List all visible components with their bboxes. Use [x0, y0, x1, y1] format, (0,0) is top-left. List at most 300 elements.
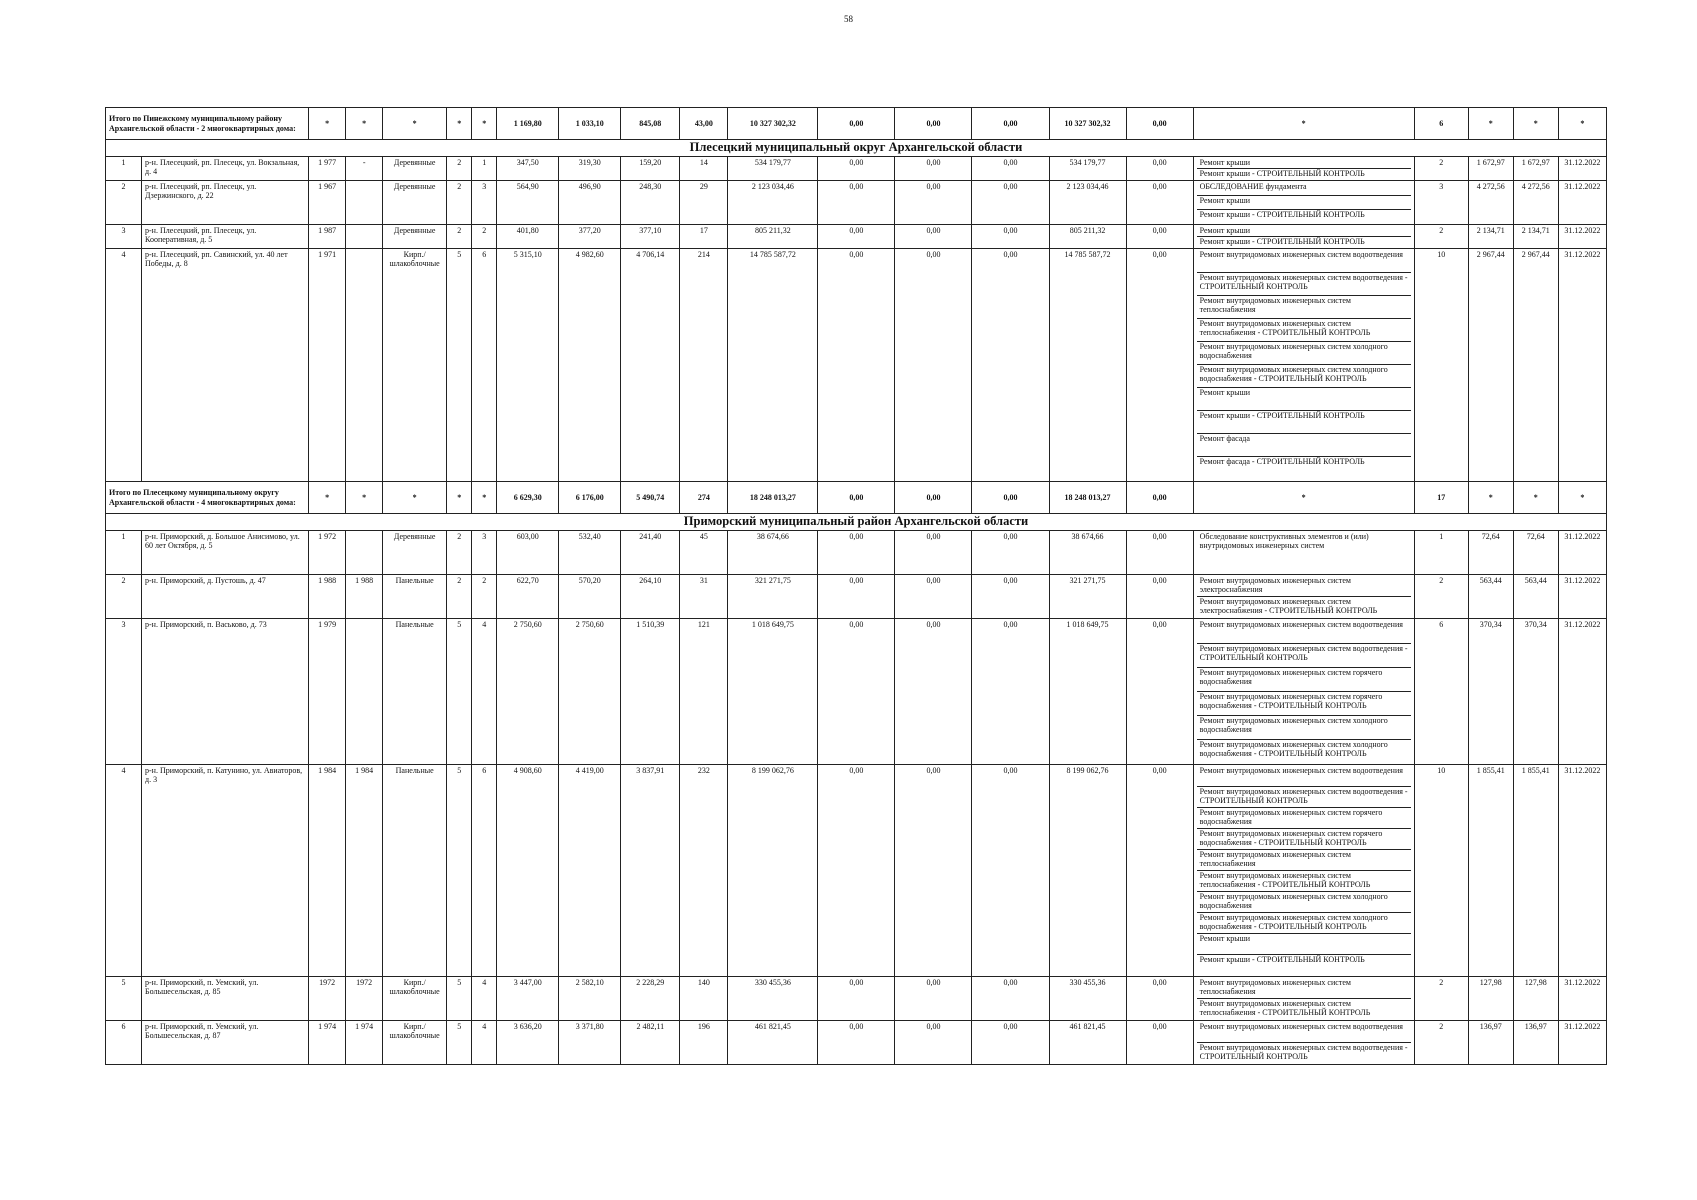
fund-owners-cell: 534 179,77 — [1049, 157, 1126, 181]
floors-cell: 2 — [447, 575, 472, 619]
fund-other-cell: 0,00 — [1126, 531, 1193, 575]
deadline-cell: 31.12.2022 — [1558, 225, 1606, 249]
table-row — [106, 225, 1607, 249]
total-cell: 18 248 013,27 — [1049, 482, 1126, 514]
entrances-cell: 4 — [472, 619, 497, 765]
floors-cell: 2 — [447, 225, 472, 249]
repair-register-table — [105, 107, 1607, 1065]
fund-owners-cell: 461 821,45 — [1049, 1021, 1126, 1065]
unit-cost-cell: 1 672,97 — [1468, 157, 1513, 181]
wall-material-cell: Панельные — [383, 575, 447, 619]
total-cell: 18 248 013,27 — [728, 482, 818, 514]
works-count-cell: 2 — [1414, 157, 1468, 181]
work-item: Ремонт внутридомовых инженерных систем горячего водоснабжения - СТРОИТЕЛЬНЫЙ КОНТРОЛЬ — [1197, 829, 1411, 850]
year-overhaul-cell — [346, 531, 383, 575]
works-count-cell: 1 — [1414, 531, 1468, 575]
work-item: Ремонт внутридомовых инженерных систем водоотведения — [1197, 1022, 1411, 1043]
works-count-cell: 3 — [1414, 181, 1468, 225]
fund-owners-cell: 330 455,36 — [1049, 977, 1126, 1021]
fund-local-cell: 0,00 — [972, 575, 1049, 619]
unit-cost-cell: 136,97 — [1468, 1021, 1513, 1065]
row-number-cell: 2 — [106, 181, 142, 225]
total-cell: * — [383, 108, 447, 140]
max-cost-cell: 127,98 — [1513, 977, 1558, 1021]
entrances-cell: 3 — [472, 531, 497, 575]
deadline-cell: 31.12.2022 — [1558, 249, 1606, 482]
floors-cell: 2 — [447, 157, 472, 181]
area-total-cell: 3 636,20 — [497, 1021, 559, 1065]
entrances-cell: 6 — [472, 249, 497, 482]
deadline-cell: 31.12.2022 — [1558, 575, 1606, 619]
floors-cell: 5 — [447, 249, 472, 482]
total-cell: * — [1193, 108, 1414, 140]
total-cell: * — [1468, 108, 1513, 140]
floors-cell: 2 — [447, 531, 472, 575]
year-overhaul-cell: 1972 — [346, 977, 383, 1021]
fund-other-cell: 0,00 — [1126, 765, 1193, 977]
row-number-cell: 6 — [106, 1021, 142, 1065]
work-item: Ремонт внутридомовых инженерных систем теплоснабжения — [1197, 978, 1411, 999]
max-cost-cell: 563,44 — [1513, 575, 1558, 619]
address-cell: р-н. Приморский, д. Пустошь, д. 47 — [142, 575, 309, 619]
work-item: Ремонт крыши — [1197, 388, 1411, 411]
fund-federal-cell: 0,00 — [818, 1021, 895, 1065]
area-living-cell: 241,40 — [621, 531, 680, 575]
residents-cell: 45 — [680, 531, 728, 575]
work-item: Обследование конструктивных элементов и (или) внутридомовых инженерных систем — [1199, 532, 1369, 550]
total-cell: * — [1513, 108, 1558, 140]
work-item: Ремонт внутридомовых инженерных систем теплоснабжения - СТРОИТЕЛЬНЫЙ КОНТРОЛЬ — [1197, 871, 1411, 892]
fund-federal-cell: 0,00 — [818, 619, 895, 765]
total-cell: 845,08 — [621, 108, 680, 140]
total-cell: 0,00 — [972, 482, 1049, 514]
year-built-cell: 1 974 — [309, 1021, 346, 1065]
area-living-cell: 3 837,91 — [621, 765, 680, 977]
area-total-cell: 3 447,00 — [497, 977, 559, 1021]
cost-total-cell: 2 123 034,46 — [728, 181, 818, 225]
work-item: Ремонт внутридомовых инженерных систем теплоснабжения - СТРОИТЕЛЬНЫЙ КОНТРОЛЬ — [1199, 999, 1371, 1017]
fund-regional-cell: 0,00 — [895, 1021, 972, 1065]
fund-other-cell: 0,00 — [1126, 619, 1193, 765]
work-item: Ремонт внутридомовых инженерных систем теплоснабжения - СТРОИТЕЛЬНЫЙ КОНТРОЛЬ — [1197, 319, 1411, 342]
total-cell: * — [309, 482, 346, 514]
work-item: Ремонт внутридомовых инженерных систем теплоснабжения — [1197, 296, 1411, 319]
fund-local-cell: 0,00 — [972, 157, 1049, 181]
unit-cost-cell: 2 967,44 — [1468, 249, 1513, 482]
year-built-cell: 1 967 — [309, 181, 346, 225]
row-number-cell: 2 — [106, 575, 142, 619]
work-item: Ремонт крыши - СТРОИТЕЛЬНЫЙ КОНТРОЛЬ — [1199, 237, 1365, 246]
residents-cell: 140 — [680, 977, 728, 1021]
total-cell: * — [1193, 482, 1414, 514]
works-cell — [1193, 225, 1414, 249]
area-living-cell: 4 706,14 — [621, 249, 680, 482]
area-premises-cell: 319,30 — [559, 157, 621, 181]
table-row — [106, 249, 1607, 482]
total-cell: 1 169,80 — [497, 108, 559, 140]
year-built-cell: 1 984 — [309, 765, 346, 977]
fund-owners-cell: 321 271,75 — [1049, 575, 1126, 619]
fund-federal-cell: 0,00 — [818, 249, 895, 482]
area-premises-cell: 4 419,00 — [559, 765, 621, 977]
cost-total-cell: 321 271,75 — [728, 575, 818, 619]
fund-other-cell: 0,00 — [1126, 157, 1193, 181]
year-overhaul-cell: 1 984 — [346, 765, 383, 977]
fund-federal-cell: 0,00 — [818, 977, 895, 1021]
area-total-cell: 564,90 — [497, 181, 559, 225]
fund-local-cell: 0,00 — [972, 225, 1049, 249]
work-item: Ремонт крыши — [1197, 934, 1411, 955]
page-number: 58 — [844, 14, 853, 24]
entrances-cell: 2 — [472, 225, 497, 249]
total-cell: 6 176,00 — [559, 482, 621, 514]
fund-federal-cell: 0,00 — [818, 531, 895, 575]
area-living-cell: 264,10 — [621, 575, 680, 619]
address-cell: р-н. Приморский, п. Васьково, д. 73 — [142, 619, 309, 765]
unit-cost-cell: 4 272,56 — [1468, 181, 1513, 225]
entrances-cell: 4 — [472, 977, 497, 1021]
work-item: Ремонт крыши - СТРОИТЕЛЬНЫЙ КОНТРОЛЬ — [1199, 955, 1365, 964]
residents-cell: 17 — [680, 225, 728, 249]
max-cost-cell: 2 967,44 — [1513, 249, 1558, 482]
address-cell: р-н. Плесецкий, рп. Савинский, ул. 40 лет Победы, д. 8 — [142, 249, 309, 482]
total-cell: * — [1558, 482, 1606, 514]
area-premises-cell: 532,40 — [559, 531, 621, 575]
deadline-cell: 31.12.2022 — [1558, 181, 1606, 225]
max-cost-cell: 2 134,71 — [1513, 225, 1558, 249]
total-cell: 0,00 — [818, 482, 895, 514]
residents-cell: 29 — [680, 181, 728, 225]
work-item: Ремонт фасада - СТРОИТЕЛЬНЫЙ КОНТРОЛЬ — [1199, 457, 1365, 466]
unit-cost-cell: 2 134,71 — [1468, 225, 1513, 249]
row-number-cell: 3 — [106, 619, 142, 765]
cost-total-cell: 805 211,32 — [728, 225, 818, 249]
fund-local-cell: 0,00 — [972, 181, 1049, 225]
work-item: Ремонт крыши - СТРОИТЕЛЬНЫЙ КОНТРОЛЬ — [1199, 210, 1365, 219]
works-count-cell: 2 — [1414, 977, 1468, 1021]
table-row — [106, 157, 1607, 181]
works-cell — [1193, 157, 1414, 181]
cost-total-cell: 330 455,36 — [728, 977, 818, 1021]
address-cell: р-н. Приморский, д. Большое Анисимово, ул. 60 лет Октября, д. 5 — [142, 531, 309, 575]
unit-cost-cell: 370,34 — [1468, 619, 1513, 765]
deadline-cell: 31.12.2022 — [1558, 765, 1606, 977]
max-cost-cell: 72,64 — [1513, 531, 1558, 575]
table-row — [106, 531, 1607, 575]
total-cell: 0,00 — [895, 108, 972, 140]
wall-material-cell: Панельные — [383, 619, 447, 765]
floors-cell: 5 — [447, 1021, 472, 1065]
work-item: Ремонт внутридомовых инженерных систем водоотведения — [1197, 620, 1411, 644]
table-row — [106, 181, 1607, 225]
works-cell — [1193, 181, 1414, 225]
fund-other-cell: 0,00 — [1126, 977, 1193, 1021]
works-count-cell: 2 — [1414, 575, 1468, 619]
work-item: Ремонт фасада — [1197, 434, 1411, 457]
works-cell — [1193, 1021, 1414, 1065]
deadline-cell: 31.12.2022 — [1558, 619, 1606, 765]
fund-regional-cell: 0,00 — [895, 181, 972, 225]
wall-material-cell: Панельные — [383, 765, 447, 977]
table-row — [106, 977, 1607, 1021]
wall-material-cell: Кирп./ шлакоблочные — [383, 249, 447, 482]
total-cell: * — [1513, 482, 1558, 514]
area-premises-cell: 496,90 — [559, 181, 621, 225]
fund-other-cell: 0,00 — [1126, 181, 1193, 225]
address-cell: р-н. Плесецкий, рп. Плесецк, ул. Кооперативная, д. 5 — [142, 225, 309, 249]
area-total-cell: 5 315,10 — [497, 249, 559, 482]
fund-owners-cell: 2 123 034,46 — [1049, 181, 1126, 225]
total-cell: 274 — [680, 482, 728, 514]
work-item: Ремонт внутридомовых инженерных систем водоотведения - СТРОИТЕЛЬНЫЙ КОНТРОЛЬ — [1197, 787, 1411, 808]
year-built-cell: 1 988 — [309, 575, 346, 619]
section-title: Плесецкий муниципальный округ Архангельской области — [106, 140, 1607, 157]
work-item: Ремонт крыши — [1197, 226, 1411, 237]
work-item: Ремонт внутридомовых инженерных систем холодного водоснабжения - СТРОИТЕЛЬНЫЙ КОНТРОЛЬ — [1197, 913, 1411, 934]
work-item: Ремонт крыши — [1197, 196, 1411, 210]
works-count-cell: 2 — [1414, 1021, 1468, 1065]
fund-owners-cell: 8 199 062,76 — [1049, 765, 1126, 977]
work-item: Ремонт внутридомовых инженерных систем холодного водоснабжения — [1197, 892, 1411, 913]
works-count-cell: 10 — [1414, 249, 1468, 482]
total-cell: * — [346, 108, 383, 140]
work-item: Ремонт внутридомовых инженерных систем холодного водоснабжения - СТРОИТЕЛЬНЫЙ КОНТРОЛЬ — [1199, 740, 1388, 758]
fund-other-cell: 0,00 — [1126, 575, 1193, 619]
fund-local-cell: 0,00 — [972, 531, 1049, 575]
total-cell: 0,00 — [972, 108, 1049, 140]
max-cost-cell: 136,97 — [1513, 1021, 1558, 1065]
address-cell: р-н. Приморский, п. Уемский, ул. Большесельская, д. 85 — [142, 977, 309, 1021]
total-cell: 10 327 302,32 — [728, 108, 818, 140]
entrances-cell: 6 — [472, 765, 497, 977]
work-item: ОБСЛЕДОВАНИЕ фундамента — [1197, 182, 1411, 196]
fund-local-cell: 0,00 — [972, 765, 1049, 977]
total-cell: 0,00 — [818, 108, 895, 140]
unit-cost-cell: 72,64 — [1468, 531, 1513, 575]
works-count-cell: 6 — [1414, 619, 1468, 765]
work-item: Ремонт внутридомовых инженерных систем горячего водоснабжения — [1197, 808, 1411, 829]
area-living-cell: 2 482,11 — [621, 1021, 680, 1065]
fund-federal-cell: 0,00 — [818, 575, 895, 619]
table-row — [106, 619, 1607, 765]
total-row — [106, 482, 1607, 514]
work-item: Ремонт внутридомовых инженерных систем горячего водоснабжения — [1197, 668, 1411, 692]
area-premises-cell: 2 750,60 — [559, 619, 621, 765]
table-row — [106, 765, 1607, 977]
total-cell: 0,00 — [1126, 108, 1193, 140]
wall-material-cell: Кирп./ шлакоблочные — [383, 977, 447, 1021]
year-built-cell: 1 972 — [309, 531, 346, 575]
deadline-cell: 31.12.2022 — [1558, 157, 1606, 181]
residents-cell: 214 — [680, 249, 728, 482]
area-premises-cell: 377,20 — [559, 225, 621, 249]
residents-cell: 232 — [680, 765, 728, 977]
table-row — [106, 1021, 1607, 1065]
fund-federal-cell: 0,00 — [818, 765, 895, 977]
fund-regional-cell: 0,00 — [895, 619, 972, 765]
wall-material-cell: Деревянные — [383, 181, 447, 225]
work-item: Ремонт крыши - СТРОИТЕЛЬНЫЙ КОНТРОЛЬ — [1199, 169, 1365, 178]
total-label: Итого по Плесецкому муниципальному округу Архангельской области - 4 многоквартирных дома: — [106, 482, 309, 514]
unit-cost-cell: 1 855,41 — [1468, 765, 1513, 977]
works-cell — [1193, 765, 1414, 977]
cost-total-cell: 38 674,66 — [728, 531, 818, 575]
total-cell: 17 — [1414, 482, 1468, 514]
work-item: Ремонт внутридомовых инженерных систем холодного водоснабжения — [1197, 342, 1411, 365]
fund-federal-cell: 0,00 — [818, 157, 895, 181]
area-total-cell: 347,50 — [497, 157, 559, 181]
total-cell: * — [1468, 482, 1513, 514]
work-item: Ремонт внутридомовых инженерных систем водоотведения - СТРОИТЕЛЬНЫЙ КОНТРОЛЬ — [1197, 273, 1411, 296]
row-number-cell: 1 — [106, 157, 142, 181]
deadline-cell: 31.12.2022 — [1558, 531, 1606, 575]
fund-regional-cell: 0,00 — [895, 531, 972, 575]
total-cell: 0,00 — [895, 482, 972, 514]
fund-regional-cell: 0,00 — [895, 977, 972, 1021]
fund-owners-cell: 38 674,66 — [1049, 531, 1126, 575]
work-item: Ремонт внутридомовых инженерных систем электроснабжения — [1197, 576, 1411, 597]
total-cell: * — [447, 482, 472, 514]
row-number-cell: 5 — [106, 977, 142, 1021]
year-overhaul-cell — [346, 225, 383, 249]
total-cell: 10 327 302,32 — [1049, 108, 1126, 140]
section-title: Приморский муниципальный район Архангельской области — [106, 514, 1607, 531]
floors-cell: 5 — [447, 765, 472, 977]
total-cell: 1 033,10 — [559, 108, 621, 140]
work-item: Ремонт внутридомовых инженерных систем водоотведения - СТРОИТЕЛЬНЫЙ КОНТРОЛЬ — [1199, 1043, 1408, 1061]
fund-regional-cell: 0,00 — [895, 765, 972, 977]
fund-local-cell: 0,00 — [972, 1021, 1049, 1065]
work-item: Ремонт внутридомовых инженерных систем холодного водоснабжения - СТРОИТЕЛЬНЫЙ КОНТРОЛЬ — [1197, 365, 1411, 388]
fund-owners-cell: 14 785 587,72 — [1049, 249, 1126, 482]
deadline-cell: 31.12.2022 — [1558, 1021, 1606, 1065]
fund-owners-cell: 805 211,32 — [1049, 225, 1126, 249]
section-header-row — [106, 514, 1607, 531]
works-count-cell: 10 — [1414, 765, 1468, 977]
work-item: Ремонт внутридомовых инженерных систем холодного водоснабжения — [1197, 716, 1411, 740]
fund-other-cell: 0,00 — [1126, 225, 1193, 249]
area-living-cell: 377,10 — [621, 225, 680, 249]
address-cell: р-н. Плесецкий, рп. Плесецк, ул. Дзержинского, д. 22 — [142, 181, 309, 225]
total-cell: * — [346, 482, 383, 514]
floors-cell: 2 — [447, 181, 472, 225]
area-premises-cell: 4 982,60 — [559, 249, 621, 482]
year-built-cell: 1 987 — [309, 225, 346, 249]
total-cell: * — [383, 482, 447, 514]
unit-cost-cell: 563,44 — [1468, 575, 1513, 619]
year-built-cell: 1972 — [309, 977, 346, 1021]
max-cost-cell: 370,34 — [1513, 619, 1558, 765]
year-overhaul-cell: 1 974 — [346, 1021, 383, 1065]
row-number-cell: 3 — [106, 225, 142, 249]
entrances-cell: 2 — [472, 575, 497, 619]
fund-local-cell: 0,00 — [972, 249, 1049, 482]
residents-cell: 14 — [680, 157, 728, 181]
entrances-cell: 1 — [472, 157, 497, 181]
works-cell — [1193, 249, 1414, 482]
unit-cost-cell: 127,98 — [1468, 977, 1513, 1021]
deadline-cell: 31.12.2022 — [1558, 977, 1606, 1021]
wall-material-cell: Деревянные — [383, 157, 447, 181]
residents-cell: 121 — [680, 619, 728, 765]
fund-federal-cell: 0,00 — [818, 225, 895, 249]
area-premises-cell: 570,20 — [559, 575, 621, 619]
area-total-cell: 622,70 — [497, 575, 559, 619]
fund-other-cell: 0,00 — [1126, 1021, 1193, 1065]
fund-regional-cell: 0,00 — [895, 575, 972, 619]
year-overhaul-cell — [346, 181, 383, 225]
work-item: Ремонт крыши - СТРОИТЕЛЬНЫЙ КОНТРОЛЬ — [1197, 411, 1411, 434]
total-cell: * — [309, 108, 346, 140]
works-cell — [1193, 619, 1414, 765]
address-cell: р-н. Приморский, п. Уемский, ул. Большесельская, д. 87 — [142, 1021, 309, 1065]
year-built-cell: 1 979 — [309, 619, 346, 765]
works-cell — [1193, 531, 1414, 575]
total-row — [106, 108, 1607, 140]
total-cell: 6 629,30 — [497, 482, 559, 514]
fund-regional-cell: 0,00 — [895, 157, 972, 181]
works-cell — [1193, 575, 1414, 619]
cost-total-cell: 8 199 062,76 — [728, 765, 818, 977]
max-cost-cell: 4 272,56 — [1513, 181, 1558, 225]
work-item: Ремонт внутридомовых инженерных систем теплоснабжения — [1197, 850, 1411, 871]
row-number-cell: 4 — [106, 765, 142, 977]
area-living-cell: 248,30 — [621, 181, 680, 225]
floors-cell: 5 — [447, 977, 472, 1021]
year-overhaul-cell: - — [346, 157, 383, 181]
area-premises-cell: 2 582,10 — [559, 977, 621, 1021]
work-item: Ремонт крыши — [1197, 158, 1411, 169]
fund-regional-cell: 0,00 — [895, 225, 972, 249]
address-cell: р-н. Плесецкий, рп. Плесецк, ул. Вокзальная, д. 4 — [142, 157, 309, 181]
cost-total-cell: 461 821,45 — [728, 1021, 818, 1065]
residents-cell: 31 — [680, 575, 728, 619]
fund-local-cell: 0,00 — [972, 619, 1049, 765]
total-cell: 43,00 — [680, 108, 728, 140]
total-cell: * — [1558, 108, 1606, 140]
total-label: Итого по Пинежскому муниципальному району Архангельской области - 2 многоквартирных дома: — [106, 108, 309, 140]
total-cell: * — [447, 108, 472, 140]
entrances-cell: 4 — [472, 1021, 497, 1065]
cost-total-cell: 534 179,77 — [728, 157, 818, 181]
work-item: Ремонт внутридомовых инженерных систем водоотведения — [1197, 250, 1411, 273]
year-built-cell: 1 971 — [309, 249, 346, 482]
total-cell: 6 — [1414, 108, 1468, 140]
work-item: Ремонт внутридомовых инженерных систем водоотведения — [1197, 766, 1411, 787]
area-premises-cell: 3 371,80 — [559, 1021, 621, 1065]
total-cell: 5 490,74 — [621, 482, 680, 514]
fund-regional-cell: 0,00 — [895, 249, 972, 482]
floors-cell: 5 — [447, 619, 472, 765]
wall-material-cell: Деревянные — [383, 531, 447, 575]
wall-material-cell: Деревянные — [383, 225, 447, 249]
area-total-cell: 603,00 — [497, 531, 559, 575]
table-row — [106, 575, 1607, 619]
cost-total-cell: 1 018 649,75 — [728, 619, 818, 765]
wall-material-cell: Кирп./ шлакоблочные — [383, 1021, 447, 1065]
year-built-cell: 1 977 — [309, 157, 346, 181]
year-overhaul-cell — [346, 619, 383, 765]
works-count-cell: 2 — [1414, 225, 1468, 249]
max-cost-cell: 1 855,41 — [1513, 765, 1558, 977]
work-item: Ремонт внутридомовых инженерных систем электроснабжения - СТРОИТЕЛЬНЫЙ КОНТРОЛЬ — [1199, 597, 1378, 615]
year-overhaul-cell: 1 988 — [346, 575, 383, 619]
entrances-cell: 3 — [472, 181, 497, 225]
residents-cell: 196 — [680, 1021, 728, 1065]
total-cell: 0,00 — [1126, 482, 1193, 514]
fund-owners-cell: 1 018 649,75 — [1049, 619, 1126, 765]
cost-total-cell: 14 785 587,72 — [728, 249, 818, 482]
